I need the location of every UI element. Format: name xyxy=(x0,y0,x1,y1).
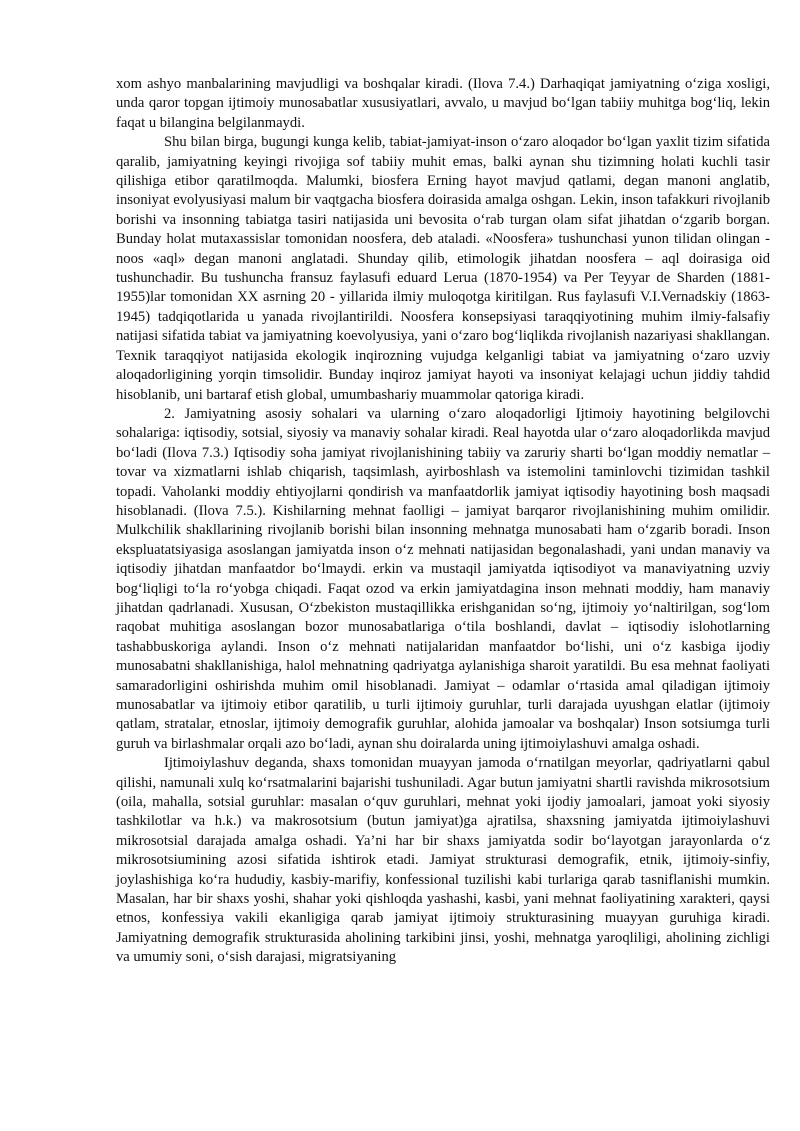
paragraph-socialization: Ijtimoiylashuv deganda, shaxs tomonidan muayyan jamoda o‘rnatilgan meyorlar, qadriyatlarni qabul qilishi, namunali xulq ko‘rsatmalarini bajarishi tushuniladi. Agar butun jamiyatni shartli ravishda mikrosotsium (oila, mahalla, sotsial guruhlar: masalan o‘quv guruhlari, mehnat yoki ijodiy jamoalari, jamoat yoki siyosiy tashkilotlar va h.k.) va makrosotsium (butun jamiyat)ga ajratilsa, shaxsning jamiyatda ijtimoiylashuvi mikrosotsial darajada amalga oshadi. Ya’ni har bir shaxs jamiyatda sodir bo‘layotgan jarayonlarda o‘z mikrosotsiumining azosi sifatida ishtirok etadi. Jamiyat strukturasi demografik, etnik, ijtimoiy-sinfiy, joylashishiga ko‘ra hududiy, kasbiy-marifiy, konfessional tuzilishi kabi turlariga qarab tasniflanishi mumkin. Masalan, har bir shaxs yoshi, shahar yoki qishloqda yashashi, kasbi, yani mehnat faoliyatining xarakteri, qaysi etnos, konfessiya vakili ekanligiga qarab jamiyat ijtimoiy strukturasining muayyan guruhiga kiradi. Jamiyatning demografik strukturasida aholining tarkibini jinsi, yoshi, mehnatga yaroqliligi, aholining zichligi va umumiy soni, o‘sish darajasi, migratsiyaning xyxy=(116,755,770,966)
document-page xyxy=(116,75,770,968)
paragraph-society-spheres: 2. Jamiyatning asosiy sohalari va ularning o‘zaro aloqadorligi Ijtimoiy hayotining belgilovchi sohalariga: iqtisodiy, sotsial, siyosiy va manaviy sohalar kiradi. Real hayotda ular o‘zaro aloqadorlikda mavjud bo‘ladi (Ilova 7.3.) Iqtisodiy soha jamiyat rivojlanishining tabiiy va zaruriy sharti bo‘lgan moddiy nematlar – tovar va xizmatlarni ishlab chiqarish, taqsimlash, ayirboshlash va istemolini taminlovchi tizimidan tashkil topadi. Vaholanki moddiy ehtiyojlarni qondirish va manfaatdorlik jamiyat iqtisodiy hayotining bosh maqsadi hisoblanadi. (Ilova 7.5.). Kishilarning mehnat faolligi – jamiyat barqaror rivojlanishining muhim omilidir. Mulkchilik shakllarining rivojlanib borishi bilan insonning mehnatga munosabati ham o‘zgarib boradi. Inson ekspluatatsiyasiga asoslangan jamiyatda inson o‘z mehnati natijasidan begonalashadi, yani undan manaviy va iqtisodiy jihatdan manfaatdor bo‘lmaydi. erkin va mustaqil jamiyatda iqtisodiyot va manaviyatning uzviy bog‘liqligi to‘la ro‘yobga chiqadi. Faqat ozod va erkin jamiyatdagina inson mehnati moddiy, ham manaviy jihatdan qadrlanadi. Xususan, O‘zbekiston mustaqillikka erishganidan so‘ng, ijtimoiy yo‘naltirilgan, sog‘lom raqobat muhitiga asoslangan bozor munosabatlariga o‘tila boshlandi, davlat – iqtisodiy islohotlarning tashabbuskoriga aylandi. Inson o‘z mehnati natijalaridan manfaatdor bo‘lishi, uni o‘z kasbiga ijodiy munosabatni shakllanishiga, halol mehnatning qadriyatga aylanishiga sharoit yaratildi. Bu esa mehnat faoliyati samaradorligini oshirishda muhim omil hisoblanadi. Jamiyat – odamlar o‘rtasida amal qiladigan ijtimoiy munosabatlar va ijtimoiy etibor qaratilib, u turli ijtimoiy guruhlar, turli darajada uyushgan elatlar (ijtimoiy qatlam, stratalar, etnoslar, ijtimoiy demografik guruhlar, alohida jamoalar va boshqalar) Inson sotsiumga turli guruh va birlashmalar orqali azo bo‘ladi, aynan shu doiralarda uning ijtimoiylashuvi amalga oshadi. xyxy=(116,405,770,752)
paragraph-noosfera: Shu bilan birga, bugungi kunga kelib, tabiat-jamiyat-inson o‘zaro aloqador bo‘lgan yaxlit tizim sifatida qaralib, jamiyatning keyingi rivojiga sof tabiiy muhit emas, balki aynan shu tizimning holati kuchli tasir qilishiga etibor qaratilmoqda. Malumki, biosfera Erning hayot mavjud qatlami, degan manoni anglatib, insoniyat evolyusiyasi malum bir vaqtgacha biosfera doirasida amalga oshgan. Lekin, inson tafakkuri rivojlanib borishi va insonning tabiatga tasiri natijasida uni bevosita o‘rab turgan olam sifat jihatdan o‘zgarib borgan. Bunday holat mutaxassislar tomonidan noosfera, deb ataladi. «Noosfera» tushunchasi yunon tilidan olingan - noos «aql» degan manoni anglatadi. Shunday qilib, etimologik jihatdan noosfera – aql doirasiga oid tushunchadir. Bu tushuncha fransuz faylasufi eduard Lerua (1870-1954) va Per Teyyar de Sharden (1881-1955)lar tomonidan XX asrning 20 - yillarida ilmiy muloqotga kiritilgan. Rus faylasufi V.I.Vernadskiy (1863-1945) tadqiqotlarida u yanada rivojlantirildi. Noosfera konsepsiyasi taraqqiyotining muhim ilmiy-falsafiy natijasi sifatida tabiat va jamiyatning koevolyusiya, yani o‘zaro bog‘liqlikda rivojlanish nazariyasi shakllangan. Texnik taraqqiyot natijasida ekologik inqirozning vujudga kelganligi tabiat va jamiyatning o‘zaro uzviy aloqadorligining yorqin timsolidir. Bunday inqiroz jamiyat hayoti va insoniyat kelajagi uchun jiddiy tahdid hisoblanib, uni bartaraf etish global, umumbashariy muammolar qatoriga kiradi. xyxy=(116,134,770,403)
paragraph-continuation: xom ashyo manbalarining mavjudligi va boshqalar kiradi. (Ilova 7.4.) Darhaqiqat jamiyatning o‘ziga xosligi, unda qaror topgan ijtimoiy munosabatlar xususiyatlari, avvalo, u mavjud bo‘lgan tabiiy muhitga bog‘liq, lekin faqat u bilangina belgilanmaydi. xyxy=(116,76,770,131)
